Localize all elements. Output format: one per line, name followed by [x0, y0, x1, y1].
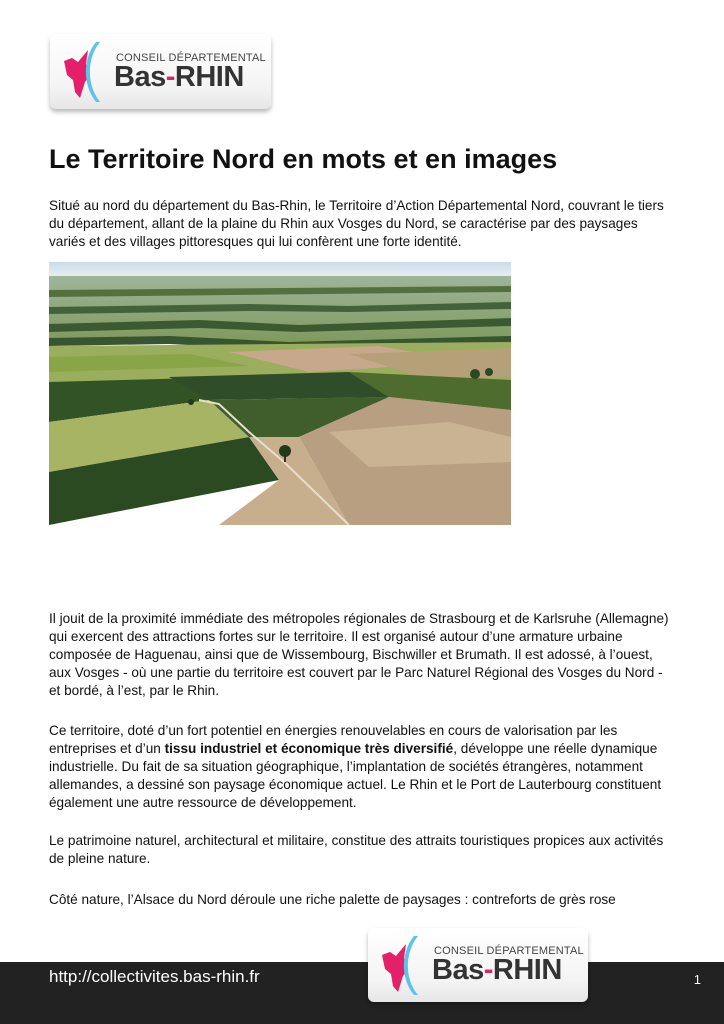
page-footer [0, 962, 724, 1024]
page-number: 1 [693, 972, 701, 987]
intro-paragraph: Situé au nord du département du Bas-Rhin, le Territoire d’Action Départemental Nord, couvrant le tiers du département, allant de la plaine du Rhin aux Vosges du Nord, se caractérise par des paysages variés et des villages pittoresques qui lui confèrent une forte identité. [49, 198, 664, 249]
nature-paragraph: Côté nature, l’Alsace du Nord déroule une riche palette de paysages : contreforts de grès rose [49, 892, 616, 907]
logo-line1: CONSEIL DÉPARTEMENTAL [116, 52, 266, 64]
economy-paragraph: Ce territoire, doté d’un fort potentiel en énergies renouvelables en cours de valorisation par les entreprises et d’un tissu industriel et économique très diversifié, développe une réelle dynamique industrielle. Du fait de sa situation géographique, l’implantation de sociétés étrangères, notamment allemandes, a dessiné son paysage économique actuel. Le Rhin et le Port de Lauterbourg constituent également une autre ressource de développement. [49, 723, 662, 810]
heritage-paragraph: Le patrimoine naturel, architectural et militaire, constitue des attraits touristiques propices aux activités de pleine nature. [49, 833, 664, 866]
proximity-paragraph: Il jouit de la proximité immédiate des métropoles régionales de Strasbourg et de Karlsruhe (Allemagne) qui exercent des attractions fortes sur le territoire. Il est organisé autour d’une armature urbaine composée de Haguenau, ainsi que de Wissembourg, Bischwiller et Brumath. Il est adossé, à l’ouest, aux Vosges - où une partie du territoire est couvert par le Parc Naturel Régional des Vosges du Nord - et bordé, à l’est, par le Rhin. [49, 611, 669, 698]
page-title: Le Territoire Nord en mots et en images [49, 144, 558, 174]
logo-line2: Bas-RHIN [114, 61, 244, 93]
logo-line2: Bas-RHIN [432, 954, 562, 986]
footer-department-logo [368, 928, 588, 1002]
economy-highlight: tissu industriel et économique très diversifié [164, 741, 454, 756]
department-logo [50, 34, 271, 109]
aerial-landscape-photo [49, 262, 511, 525]
logo-line1: CONSEIL DÉPARTEMENTAL [434, 945, 584, 957]
footer-url-link[interactable]: http://collectivites.bas-rhin.fr [49, 967, 260, 986]
